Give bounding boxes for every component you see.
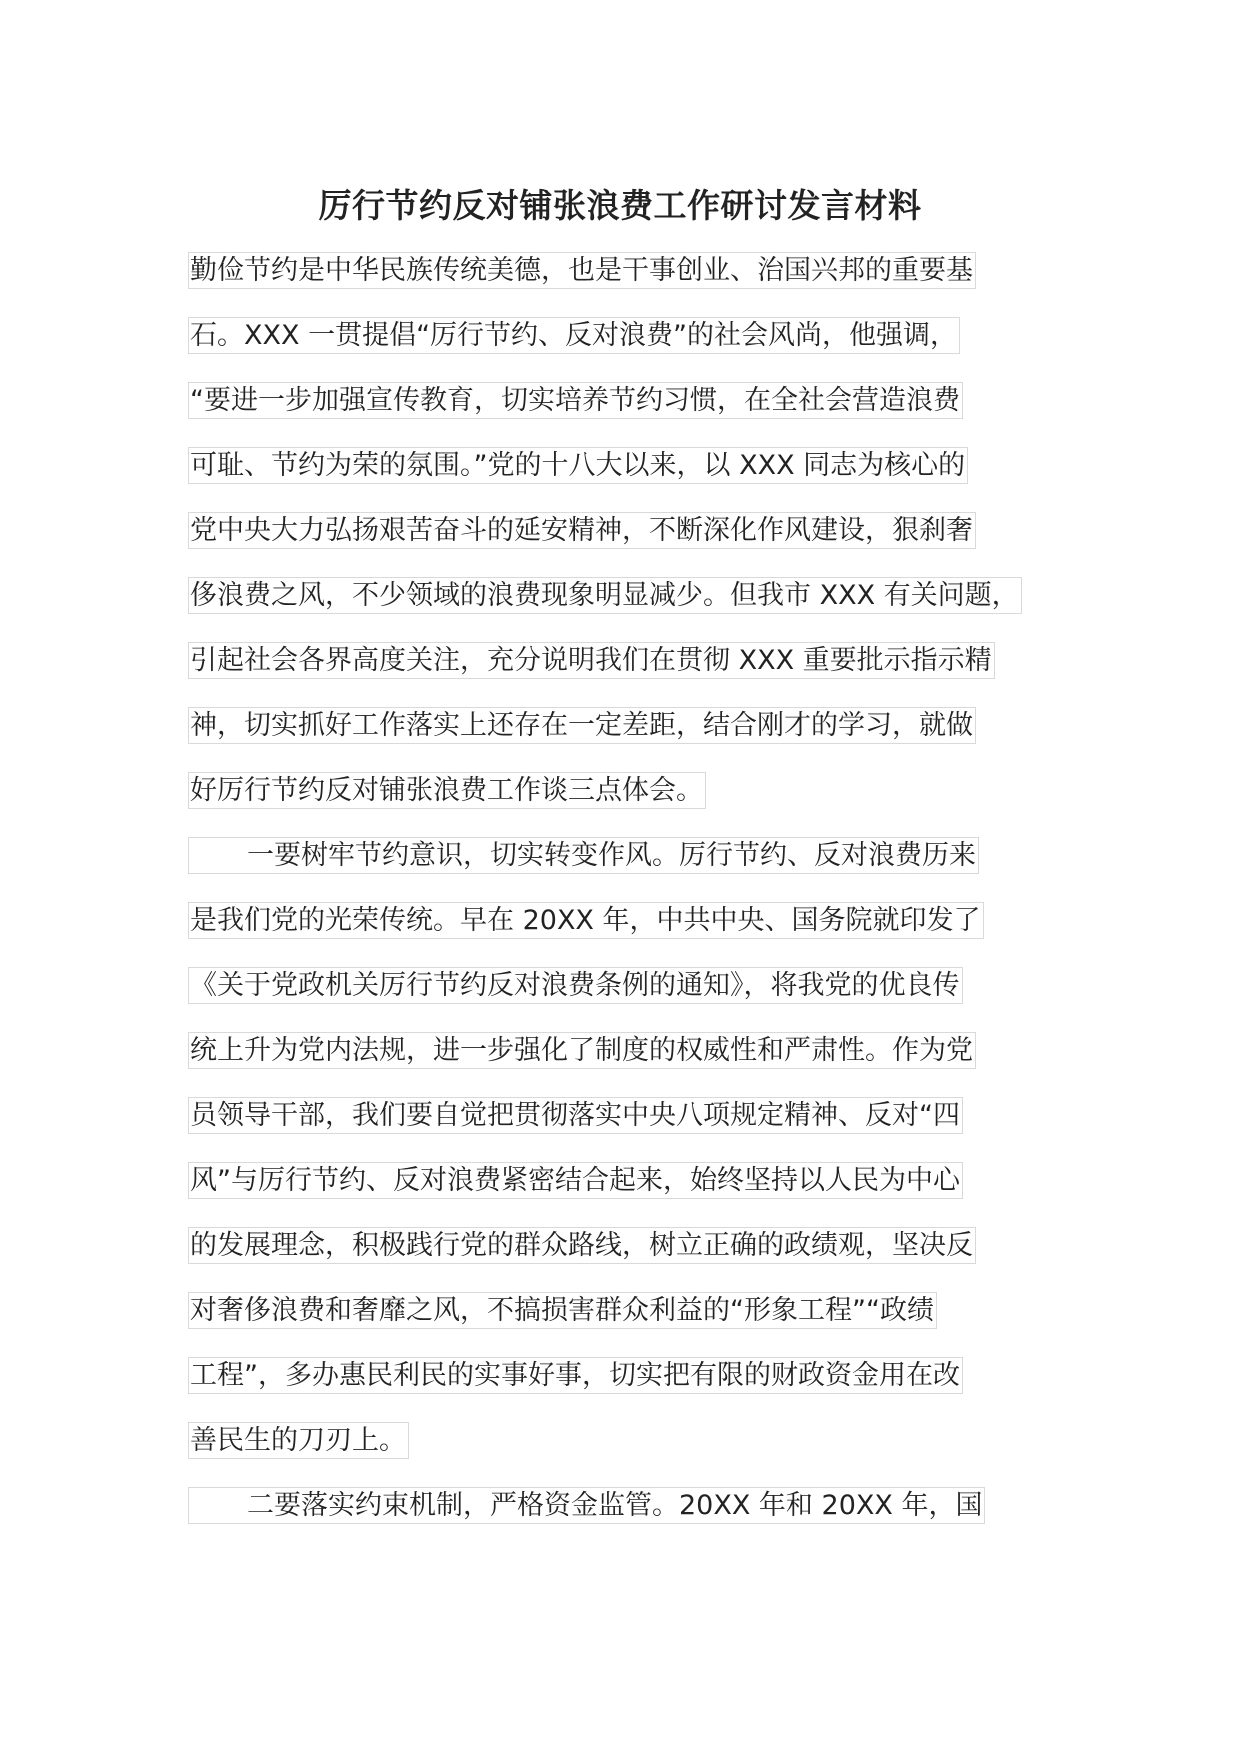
text-line: 党中央大力弘扬艰苦奋斗的延安精神，不断深化作风建设，狠刹奢: [188, 512, 976, 549]
text-line-indented: 一要树牢节约意识，切实转变作风。厉行节约、反对浪费历来: [188, 837, 979, 874]
text-line: 善民生的刀刃上。: [188, 1422, 409, 1459]
text-line: 神，切实抓好工作落实上还存在一定差距，结合刚才的学习，就做: [188, 707, 976, 744]
text-line: 石。XXX 一贯提倡“厉行节约、反对浪费”的社会风尚，他强调，: [188, 317, 960, 354]
text-line: 好厉行节约反对铺张浪费工作谈三点体会。: [188, 772, 706, 809]
text-line: 工程”，多办惠民利民的实事好事，切实把有限的财政资金用在改: [188, 1357, 963, 1394]
paragraph-point-one: [188, 837, 1088, 1459]
paragraph-intro: [188, 252, 1088, 809]
text-line: 统上升为党内法规，进一步强化了制度的权威性和严肃性。作为党: [188, 1032, 976, 1069]
text-line: 勤俭节约是中华民族传统美德，也是干事创业、治国兴邦的重要基: [188, 252, 976, 289]
text-line: 风”与厉行节约、反对浪费紧密结合起来，始终坚持以人民为中心: [188, 1162, 963, 1199]
text-line: 是我们党的光荣传统。早在 20XX 年，中共中央、国务院就印发了: [188, 902, 984, 939]
text-line: 对奢侈浪费和奢靡之风，不搞损害群众利益的“形象工程”“政绩: [188, 1292, 937, 1329]
paragraph-point-two: [188, 1487, 1088, 1524]
document-title: 厉行节约反对铺张浪费工作研讨发言材料: [318, 186, 922, 225]
text-line: 侈浪费之风，不少领域的浪费现象明显减少。但我市 XXX 有关问题，: [188, 577, 1022, 614]
document-body: [188, 252, 1088, 1552]
text-line: 《关于党政机关厉行节约反对浪费条例的通知》，将我党的优良传: [188, 967, 963, 1004]
text-line: 可耻、节约为荣的氛围。”党的十八大以来，以 XXX 同志为核心的: [188, 447, 968, 484]
text-line: “要进一步加强宣传教育，切实培养节约习惯，在全社会营造浪费: [188, 382, 963, 419]
text-line: 引起社会各界高度关注，充分说明我们在贯彻 XXX 重要批示指示精: [188, 642, 995, 679]
text-line: 员领导干部，我们要自觉把贯彻落实中央八项规定精神、反对“四: [188, 1097, 963, 1134]
text-line-indented: 二要落实约束机制，严格资金监管。20XX 年和 20XX 年，国: [188, 1487, 985, 1524]
text-line: 的发展理念，积极践行党的群众路线，树立正确的政绩观，坚决反: [188, 1227, 976, 1264]
